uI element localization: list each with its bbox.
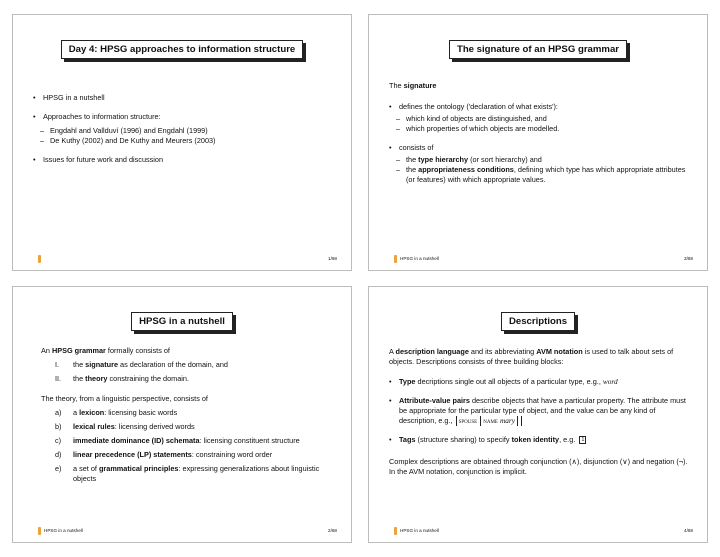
bullet-item: • Tags (structure sharing) to specify token identity, e.g. 1 [389,435,693,445]
sub-item: – the type hierarchy (or sort hierarchy) and [396,155,542,164]
footer-text: HPSG in a nutshell [400,256,439,261]
intro-text: An HPSG grammar formally consists of [41,346,170,355]
slide-body [389,81,693,185]
footer-text: HPSG in a nutshell [44,528,83,533]
roman-item: I. the signature as declaration of the domain, and [55,360,228,369]
bullet-item: • HPSG in a nutshell [33,93,337,103]
progress-marker-icon [394,255,397,263]
page-number: 1/68 [328,256,337,261]
page-number: 4/68 [684,528,693,533]
bullet-item: • Type decriptions single out all objects of a particular type, e.g., word [389,377,693,387]
tag-box: 1 [581,437,585,444]
sub-item: – which properties of which objects are modelled. [396,124,560,133]
sub-item: – the appropriateness conditions, defining which type has which appropriate attributes (or features) with which appropriate values. [396,165,686,184]
sub-item: – Engdahl and Vallduví (1996) and Engdahl (1999) [40,126,208,135]
slide-footer [394,254,693,264]
slide-3 [12,286,352,543]
page-number: 3/68 [684,256,693,261]
bullet-item: • defines the ontology ('declaration of what exists'): [389,102,693,112]
slide-2 [368,14,708,271]
slide-footer [394,526,693,536]
slide-body [33,93,337,165]
slide-1 [12,14,352,271]
bullet-item: • Issues for future work and discussion [33,155,337,165]
slide-title: Day 4: HPSG approaches to information structure [61,40,304,59]
bullet-item: • Attribute-value pairs describe objects that have a particular property. The attribute must be appropriate for the particular type of object, and the value can be any kind of description, e.g., spouse name mary [389,396,693,426]
slide-footer [38,526,337,536]
sub-item: – which kind of objects are distinguished, and [396,114,547,123]
page-number: 2/68 [328,528,337,533]
progress-marker-icon [38,527,41,535]
intro-text: A description language and its abbreviating AVM notation is used to talk about sets of objects. Descriptions consists of three building blocks: [389,347,674,366]
slide-title: Descriptions [501,312,575,331]
list-item: c) immediate dominance (ID) schemata: licensing constituent structure [55,436,300,445]
slide-4 [368,286,708,543]
list-item: a) a lexicon: licensing basic words [55,408,178,417]
roman-item: II. the theory constraining the domain. [55,374,190,383]
footer-text: HPSG in a nutshell [400,528,439,533]
slide-footer [38,254,337,264]
progress-marker-icon [394,527,397,535]
slide-title: The signature of an HPSG grammar [449,40,627,59]
progress-marker-icon [38,255,41,263]
closing-text: Complex descriptions are obtained through conjunction (∧), disjunction (∨) and negation (¬). In the AVM notation, conjunction is implicit. [389,457,688,476]
sub-item: – De Kuthy (2002) and De Kuthy and Meurers (2003) [40,136,216,145]
slide-body [389,347,693,477]
list-item: b) lexical rules: licensing derived words [55,422,195,431]
slide-body [41,346,337,484]
intro-text: The signature [389,81,437,90]
avm-matrix: spouse name mary [456,416,522,426]
bullet-item: • Approaches to information structure: [33,112,337,122]
list-item: e) a set of grammatical principles: expressing generalizations about linguistic objects [55,464,320,483]
bullet-item: • consists of [389,143,693,153]
list-item: d) linear precedence (LP) statements: constraining word order [55,450,273,459]
slide-title: HPSG in a nutshell [131,312,233,331]
theory-intro: The theory, from a linguistic perspective, consists of [41,394,208,403]
